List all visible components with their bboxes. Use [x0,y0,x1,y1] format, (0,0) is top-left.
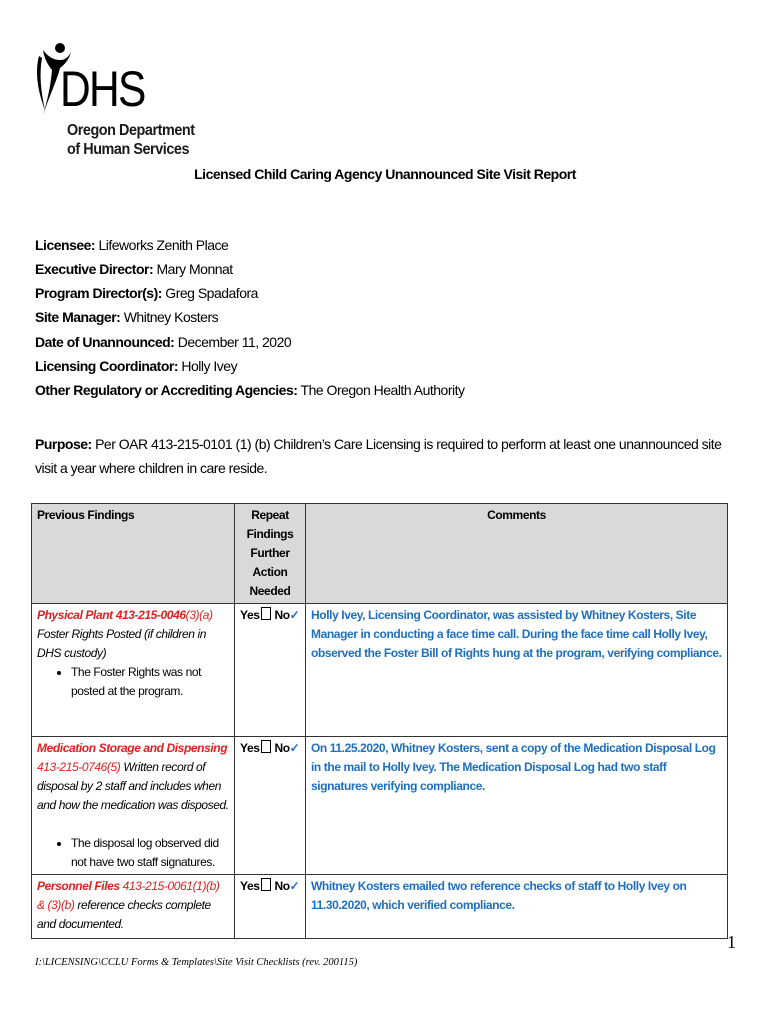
finding-bullet: • The Foster Rights was not posted at the program. [71,663,229,701]
yes-checkbox[interactable] [261,607,271,620]
findings-table [31,503,728,939]
finding-cell [32,875,235,939]
no-label: No [274,879,290,893]
info-value: Lifeworks Zenith Place [95,237,229,253]
finding-ref: 413-215-0061(1)(b) & (3)(b) [37,879,220,912]
yes-checkbox[interactable] [261,878,271,891]
info-label: Date of Unannounced: [35,334,175,350]
info-other-agencies [35,382,464,398]
info-label: Program Director(s): [35,285,162,301]
yes-no-cell [235,875,306,939]
comment-cell [306,604,728,737]
header-comments: Comments [306,504,728,604]
logo-line-1: Oregon Department [67,122,195,139]
finding-desc: reference checks complete and documented. [37,898,211,931]
no-label: No [274,608,290,622]
info-program-director [35,285,258,301]
info-value: December 11, 2020 [174,334,292,350]
no-checkmark-icon[interactable]: ✓ [289,741,300,755]
finding-cell [32,604,235,737]
yes-no-cell [235,604,306,737]
finding-cell [32,737,235,875]
finding-title: Physical Plant 413-215-0046 [37,608,186,622]
header-previous-findings: Previous Findings [32,504,235,604]
finding-ref: (3)(a) [185,608,213,622]
info-value: The Oregon Health Authority [297,382,465,398]
info-label: Other Regulatory or Accrediting Agencies: [35,382,298,398]
info-value: Mary Monnat [153,261,233,277]
comment-text: On 11.25.2020, Whitney Kosters, sent a copy of the Medication Disposal Log in the mail to Holly Ivey. The Medication Disposal Log had two staff signatures verifying compliance. [311,741,716,793]
info-licensing-coordinator [35,358,237,374]
logo-line-2: of Human Services [67,141,190,158]
purpose-label: Purpose: [35,436,92,452]
table-row [32,875,728,939]
table-row [32,604,728,737]
comment-text: Whitney Kosters emailed two reference checks of staff to Holly Ivey on 11.30.2020, which verified compliance. [311,879,687,912]
yes-label: Yes [240,879,260,893]
purpose-paragraph [35,432,740,480]
info-licensee [35,237,228,253]
info-label: Site Manager: [35,309,121,325]
info-date [35,334,291,350]
info-label: Licensee: [35,237,96,253]
info-value: Holly Ivey [178,358,238,374]
no-label: No [274,741,290,755]
table-header-row [32,504,728,604]
document-title: Licensed Child Caring Agency Unannounced Site Visit Report [194,166,576,182]
info-executive-director [35,261,233,277]
comment-cell [306,875,728,939]
yes-label: Yes [240,741,260,755]
finding-ref: 413-215-0746(5) [37,760,121,774]
comment-text: Holly Ivey, Licensing Coordinator, was assisted by Whitney Kosters, Site Manager in conducting a face time call. During the face time call Holly Ivey, observed the Foster Bill of Rights hung at the program, verifying compliance. [311,608,722,660]
finding-bullet: • The disposal log observed did not have two staff signatures. [71,834,229,872]
no-checkmark-icon[interactable]: ✓ [289,608,300,622]
dhs-logo [33,40,193,165]
finding-desc: Written record of disposal by 2 staff and includes when and how the medication was disposed. [37,760,229,812]
yes-label: Yes [240,608,260,622]
page-number: 1 [727,932,736,952]
yes-no-cell [235,737,306,875]
footer-file-path: I:\LICENSING\CCLU Forms & Templates\Site Visit Checklists (rev. 200115) [35,957,358,968]
comment-cell [306,737,728,875]
info-value: Whitney Kosters [120,309,219,325]
info-label: Licensing Coordinator: [35,358,178,374]
table-row [32,737,728,875]
finding-desc: Foster Rights Posted (if children in DHS custody) [37,627,207,660]
info-value: Greg Spadafora [161,285,258,301]
finding-title: Medication Storage and Dispensing [37,741,228,755]
header-repeat-findings: Repeat Findings Further Action Needed [235,504,306,604]
yes-checkbox[interactable] [261,740,271,753]
info-site-manager [35,309,218,325]
info-label: Executive Director: [35,261,154,277]
logo-dhs-text: DHS [60,61,145,117]
finding-title: Personnel Files [37,879,120,893]
no-checkmark-icon[interactable]: ✓ [289,879,300,893]
purpose-text: Per OAR 413-215-0101 (1) (b) Children’s Care Licensing is required to perform at least one unannounced site visit a year where children in care reside. [35,436,722,476]
